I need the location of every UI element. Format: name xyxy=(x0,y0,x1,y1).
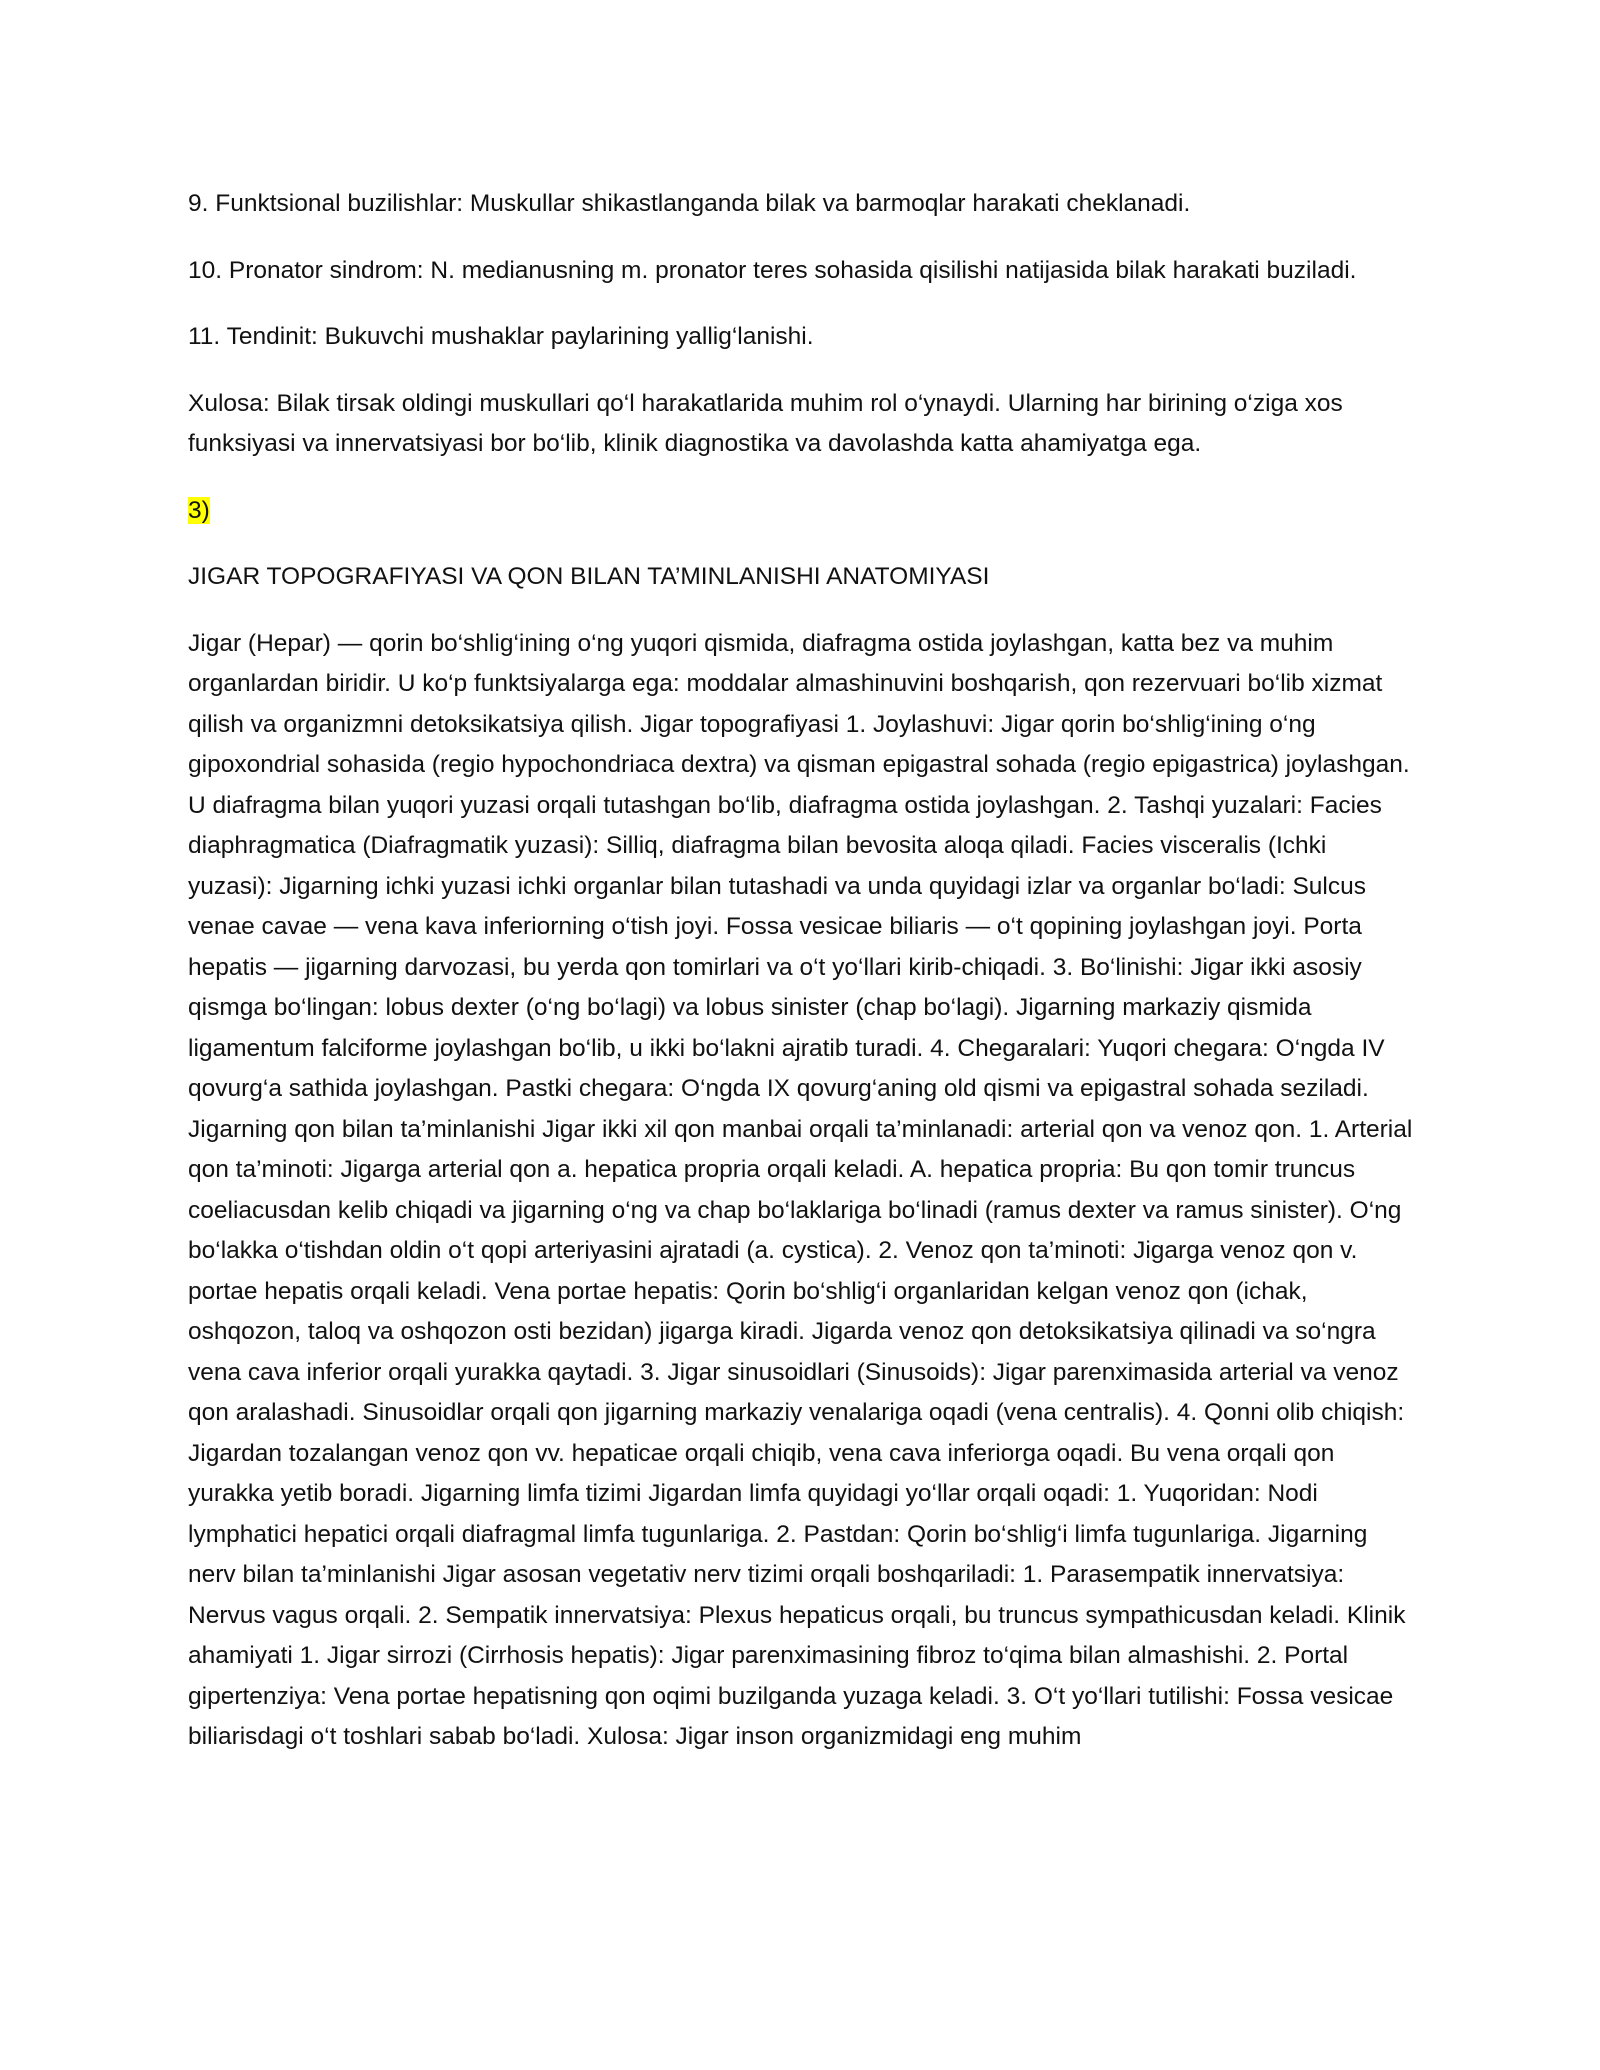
paragraph-item-9: 9. Funktsional buzilishlar: Muskullar shikastlanganda bilak va barmoqlar harakati cheklanadi. xyxy=(188,190,1191,217)
document-page xyxy=(188,184,1413,1784)
section-marker-line xyxy=(188,491,1413,532)
conclusion-paragraph: Xulosa: Bilak tirsak oldingi muskullari qo‘l harakatlarida muhim rol o‘ynaydi. Ularning har birining o‘ziga xos funksiyasi va innervatsiyasi bor bo‘lib, klinik diagnostika va davolashda katta ahamiyatga ega. xyxy=(188,389,1343,457)
section-marker: 3) xyxy=(188,496,210,524)
body-text-paragraph: Jigar (Hepar) — qorin bo‘shlig‘ining o‘ng yuqori qismida, diafragma ostida joylashgan, katta bez va muhim organlardan biridir. U ko‘p funktsiyalarga ega: moddalar almashinuvini boshqarish, qon rezervuari bo‘lib xizmat qilish va organizmni detoksikatsiya qilish. Jigar topografiyasi 1. Joylashuvi: Jigar qorin bo‘shlig‘ining o‘ng gipoxondrial sohasida (regio hypochondriaca dextra) va qisman epigastral sohada (regio epigastrica) joylashgan. U diafragma bilan yuqori yuzasi orqali tutashgan bo‘lib, diafragma ostida joylashgan. 2. Tashqi yuzalari: Facies diaphragmatica (Diafragmatik yuzasi): Silliq, diafragma bilan bevosita aloqa qiladi. Facies visceralis (Ichki yuzasi): Jigarning ichki yuzasi ichki organlar bilan tutashadi va unda quyidagi izlar va organlar bo‘ladi: Sulcus venae cavae — vena kava inferiorning o‘tish joyi. Fossa vesicae biliaris — o‘t qopining joylashgan joyi. Porta hepatis — jigarning darvozasi, bu yerda qon tomirlari va o‘t yo‘llari kirib-chiqadi. 3. Bo‘linishi: Jigar ikki asosiy qismga bo‘lingan: lobus dexter (o‘ng bo‘lagi) va lobus sinister (chap bo‘lagi). Jigarning markaziy qismida ligamentum falciforme joylashgan bo‘lib, u ikki bo‘lakni ajratib turadi. 4. Chegaralari: Yuqori chegara: O‘ngda IV qovurg‘a sathida joylashgan. Pastki chegara: O‘ngda IX qovurg‘aning old qismi va epigastral sohada seziladi. Jigarning qon bilan ta’minlanishi Jigar ikki xil qon manbai orqali ta’minlanadi: arterial qon va venoz qon. 1. Arterial qon ta’minoti: Jigarga arterial qon a. hepatica propria orqali keladi. A. hepatica propria: Bu qon tomir truncus coeliacusdan kelib chiqadi va jigarning o‘ng va chap bo‘laklariga bo‘linadi (ramus dexter va ramus sinister). O‘ng bo‘lakka o‘tishdan oldin o‘t qopi arteriyasini ajratadi (a. cystica). 2. Venoz qon ta’minoti: Jigarga venoz qon v. portae hepatis orqali keladi. Vena portae hepatis: Qorin bo‘shlig‘i organlaridan kelgan venoz qon (ichak, oshqozon, taloq va oshqozon osti bezidan) jigarga kiradi. Jigarda venoz qon detoksikatsiya qilinadi va so‘ngra vena cava inferior orqali yurakka qaytadi. 3. Jigar sinusoidlari (Sinusoids): Jigar parenximasida arterial va venoz qon aralashadi. Sinusoidlar orqali qon jigarning markaziy venalariga oqadi (vena centralis). 4. Qonni olib chiqish: Jigardan tozalangan venoz qon vv. hepaticae orqali chiqib, vena cava inferiorga oqadi. Bu vena orqali qon yurakka yetib boradi. Jigarning limfa tizimi Jigardan limfa quyidagi yo‘llar orqali oqadi: 1. Yuqoridan: Nodi lymphatici hepatici orqali diafragmal limfa tugunlariga. 2. Pastdan: Qorin bo‘shlig‘i limfa tugunlariga. Jigarning nerv bilan ta’minlanishi Jigar asosan vegetativ nerv tizimi orqali boshqariladi: 1. Parasempatik innervatsiya: Nervus vagus orqali. 2. Sempatik innervatsiya: Plexus hepaticus orqali, bu truncus sympathicusdan keladi. Klinik ahamiyati 1. Jigar sirrozi (Cirrhosis hepatis): Jigar parenximasining fibroz to‘qima bilan almashishi. 2. Portal gipertenziya: Vena portae hepatisning qon oqimi buzilganda yuzaga keladi. 3. O‘t yo‘llari tutilishi: Fossa vesicae biliarisdagi o‘t toshlari sabab bo‘ladi. Xulosa: Jigar inson organizmidagi eng muhim xyxy=(188,629,1413,1750)
paragraph-item-11: 11. Tendinit: Bukuvchi mushaklar paylarining yallig‘lanishi. xyxy=(188,323,814,350)
paragraph-item-10: 10. Pronator sindrom: N. medianusning m. pronator teres sohasida qisilishi natijasida bilak harakati buziladi. xyxy=(188,256,1357,284)
section-title: JIGAR TOPOGRAFIYASI VA QON BILAN TA’MINLANISHI ANATOMIYASI xyxy=(188,563,990,590)
